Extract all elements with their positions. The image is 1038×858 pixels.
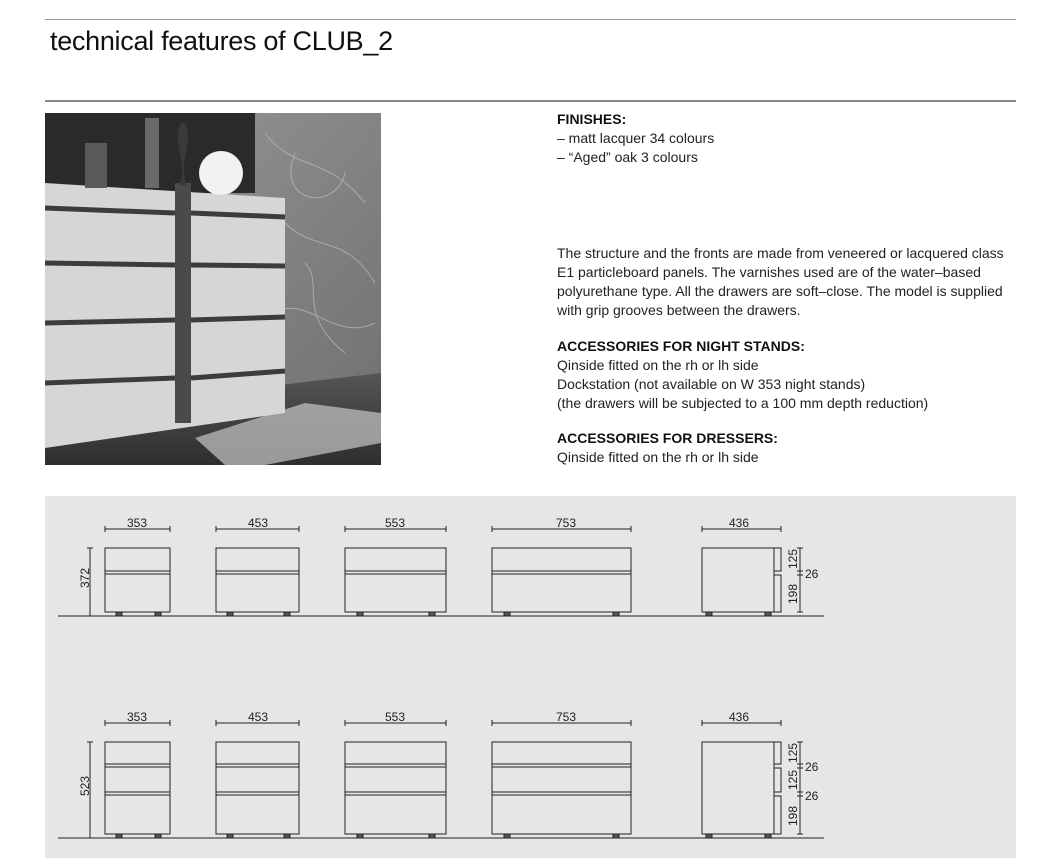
structure-line: The structure and the fronts are made from veneered or lacquered class [557, 245, 1004, 261]
side-dim-label: 125 [786, 742, 800, 764]
page-title: technical features of CLUB_2 [50, 26, 393, 56]
side-dim-label: 198 [786, 583, 800, 605]
drawings-svg [45, 496, 1016, 858]
height-label: 372 [78, 567, 92, 589]
finishes-heading: FINISHES: [557, 111, 627, 127]
cabinet-553 [345, 526, 446, 616]
dressers-section [557, 429, 778, 467]
side-dim-label: 198 [786, 805, 800, 827]
dresser-553 [345, 720, 446, 838]
width-label: 353 [126, 516, 148, 530]
depth-label: 436 [728, 516, 750, 530]
title-rule [45, 100, 1016, 102]
top-rule [45, 19, 1016, 20]
side-dim-label: 26 [805, 567, 819, 581]
side-dim-label: 125 [786, 548, 800, 570]
structure-section [557, 244, 1017, 320]
height-label: 523 [78, 775, 92, 797]
structure-line: with grip grooves between the drawers. [557, 302, 801, 318]
width-label: 753 [555, 516, 577, 530]
dressers-line: Qinside fitted on the rh or lh side [557, 449, 759, 465]
night-stands-heading: ACCESSORIES FOR NIGHT STANDS: [557, 338, 805, 354]
finishes-section [557, 110, 714, 167]
width-label: 553 [384, 516, 406, 530]
structure-line: E1 particleboard panels. The varnishes used are of the water–based [557, 264, 981, 280]
night-stands-line: (the drawers will be subjected to a 100 mm depth reduction) [557, 395, 929, 411]
width-label: 353 [126, 710, 148, 724]
width-label: 553 [384, 710, 406, 724]
finish-item: – matt lacquer 34 colours [557, 130, 715, 146]
dresser-353 [105, 720, 170, 838]
dresser-photo [45, 113, 381, 465]
night-stands-line: Dockstation (not available on W 353 night stands) [557, 376, 866, 392]
cabinet-753 [492, 526, 631, 616]
technical-drawings [45, 496, 1016, 858]
dresser-753 [492, 720, 631, 838]
width-label: 453 [247, 516, 269, 530]
structure-line: polyurethane type. All the drawers are soft–close. The model is supplied [557, 283, 1003, 299]
finish-item: – “Aged” oak 3 colours [557, 149, 698, 165]
side-dim-label: 26 [805, 760, 819, 774]
side-dim-label: 125 [786, 769, 800, 791]
cabinet-353 [105, 526, 170, 616]
width-label: 753 [555, 710, 577, 724]
depth-label: 436 [728, 710, 750, 724]
night-stands-line: Qinside fitted on the rh or lh side [557, 357, 759, 373]
dressers-heading: ACCESSORIES FOR DRESSERS: [557, 430, 778, 446]
side-dim-label: 26 [805, 789, 819, 803]
width-label: 453 [247, 710, 269, 724]
night-stands-section [557, 337, 928, 413]
dresser-453 [216, 720, 299, 838]
cabinet-453 [216, 526, 299, 616]
